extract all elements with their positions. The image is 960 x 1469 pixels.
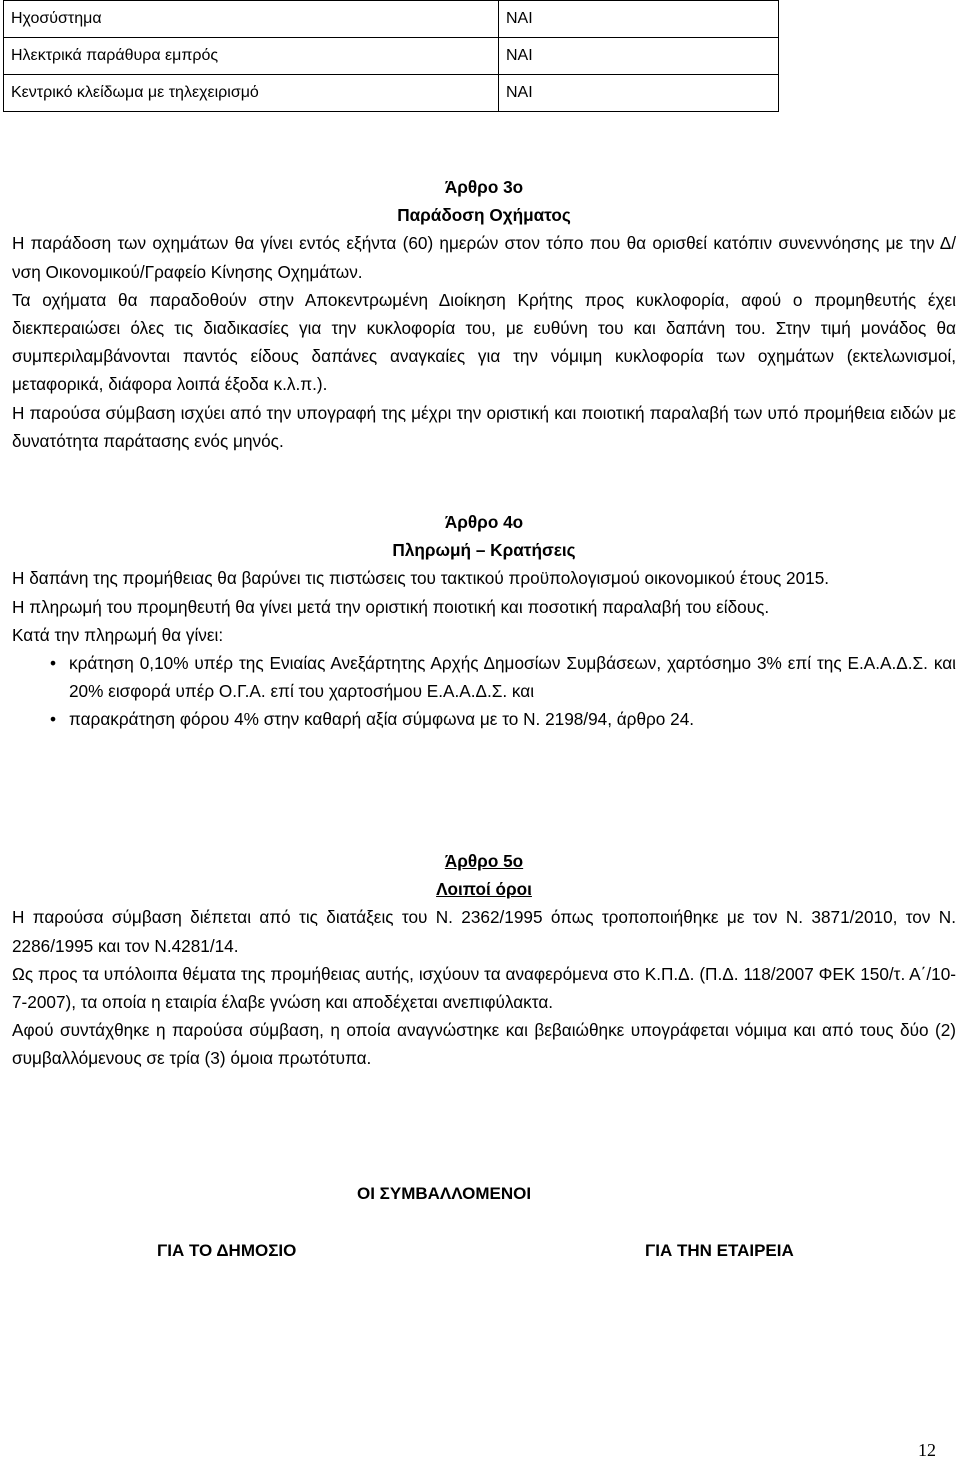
table-cell-value: ΝΑΙ xyxy=(499,1,779,38)
article-4-paragraph: Η δαπάνη της προμήθειας θα βαρύνει τις πιστώσεις του τακτικού προϋπολογισμού οικονομικού έτους 2015. xyxy=(12,568,830,589)
table-cell-value: ΝΑΙ xyxy=(499,75,779,112)
signature-state: ΓΙΑ ΤΟ ΔΗΜΟΣΙΟ xyxy=(157,1241,297,1260)
table-cell-label: Ηλεκτρικά παράθυρα εμπρός xyxy=(4,38,499,75)
table-cell-label: Ηχοσύστημα xyxy=(4,1,499,38)
deductions-list xyxy=(12,649,956,734)
article-5-title: Λοιποί όροι xyxy=(436,879,532,900)
article-5-number: Άρθρο 5ο xyxy=(444,851,524,871)
article-5-paragraph: Η παρούσα σύμβαση διέπεται από τις διατάξεις του Ν. 2362/1995 όπως τροποποιήθηκε με τον Ν. 3871/2010, τον Ν. 2286/1995 και τον Ν.4281/14. xyxy=(12,907,956,956)
list-item-text: παρακράτηση φόρου 4% στην καθαρή αξία σύμφωνα με το Ν. 2198/94, άρθρο 24. xyxy=(69,709,695,730)
bullet-icon: • xyxy=(50,653,57,674)
bullet-icon: • xyxy=(50,709,57,730)
article-5-paragraph: Αφού συντάχθηκε η παρούσα σύμβαση, η οποία αναγνώστηκε και βεβαιώθηκε υπογράφεται νόμιμα και από τους δύο (2) συμβαλλόμενους σε τρία (3) όμοια πρωτότυπα. xyxy=(12,1020,956,1069)
article-5-paragraph: Ως προς τα υπόλοιπα θέματα της προμήθειας αυτής, ισχύουν τα αναφερόμενα στο Κ.Π.Δ. (Π.Δ. 118/2007 ΦΕΚ 150/τ. Α΄/10-7-2007), τα οποία η εταιρία έλαβε γνώση και αποδέχεται ανεπιφύλακτα. xyxy=(12,963,956,1013)
table-row xyxy=(4,1,779,38)
article-4-paragraph: Κατά την πληρωμή θα γίνει: xyxy=(12,624,224,645)
list-item xyxy=(12,649,956,705)
article-3-number: Άρθρο 3ο xyxy=(444,177,524,197)
article-3-paragraph: Η παρούσα σύμβαση ισχύει από την υπογραφή της μέχρι την οριστική και ποιοτική παραλαβή των υπό προμήθεια ειδών με δυνατότητα παράτασης ενός μηνός. xyxy=(12,402,956,451)
article-3-title: Παράδοση Οχήματος xyxy=(397,205,571,226)
article-4-title: Πληρωμή – Κρατήσεις xyxy=(392,540,576,561)
article-5-section xyxy=(12,847,956,1073)
table-cell-label: Κεντρικό κλείδωμα με τηλεχειρισμό xyxy=(4,75,499,112)
table-row xyxy=(4,38,779,75)
article-3-paragraph: Τα οχήματα θα παραδοθούν στην Αποκεντρωμένη Διοίκηση Κρήτης προς κυκλοφορία, αφού ο προμηθευτής έχει διεκπεραιώσει όλες τις διαδικασίες για την κυκλοφορία του, με ευθύνη του και δαπάνη του. Στην τιμή μονάδος θα συμπεριλαμβάνονται παντός είδους δαπάνες αναγκαίες για την νόμιμη κυκλοφορία των οχημάτων (εκτελωνισμοί, μεταφορικά, διάφορα λοιπά έξοδα κ.λ.π.). xyxy=(12,289,956,395)
list-item-text: κράτηση 0,10% υπέρ της Ενιαίας Ανεξάρτητης Αρχής Δημοσίων Συμβάσεων, χαρτόσημο 3% επί της Ε.Α.Α.Δ.Σ. και 20% εισφορά υπέρ Ο.Γ.Α. επί του χαρτοσήμου Ε.Α.Α.Δ.Σ. και xyxy=(69,653,956,702)
list-item xyxy=(12,705,956,733)
article-3-paragraph: Η παράδοση των οχημάτων θα γίνει εντός εξήντα (60) ημερών στον τόπο που θα ορισθεί κατόπιν συνεννόησης με την Δ/νση Οικονομικού/Γραφείο Κίνησης Οχημάτων. xyxy=(12,233,956,282)
article-3-section xyxy=(12,173,956,455)
table-cell-value: ΝΑΙ xyxy=(499,38,779,75)
page-number: 12 xyxy=(918,1440,936,1460)
table-row xyxy=(4,75,779,112)
article-4-number: Άρθρο 4ο xyxy=(444,512,524,532)
signatures-heading: ΟΙ ΣΥΜΒΑΛΛΟΜΕΝΟΙ xyxy=(357,1184,532,1203)
signature-company: ΓΙΑ ΤΗΝ ΕΤΑΙΡΕΙΑ xyxy=(645,1241,794,1260)
article-4-paragraph: Η πληρωμή του προμηθευτή θα γίνει μετά την οριστική ποιοτική και ποσοτική παραλαβή του είδους. xyxy=(12,596,770,617)
article-4-section xyxy=(12,508,956,734)
equipment-table xyxy=(3,0,779,112)
